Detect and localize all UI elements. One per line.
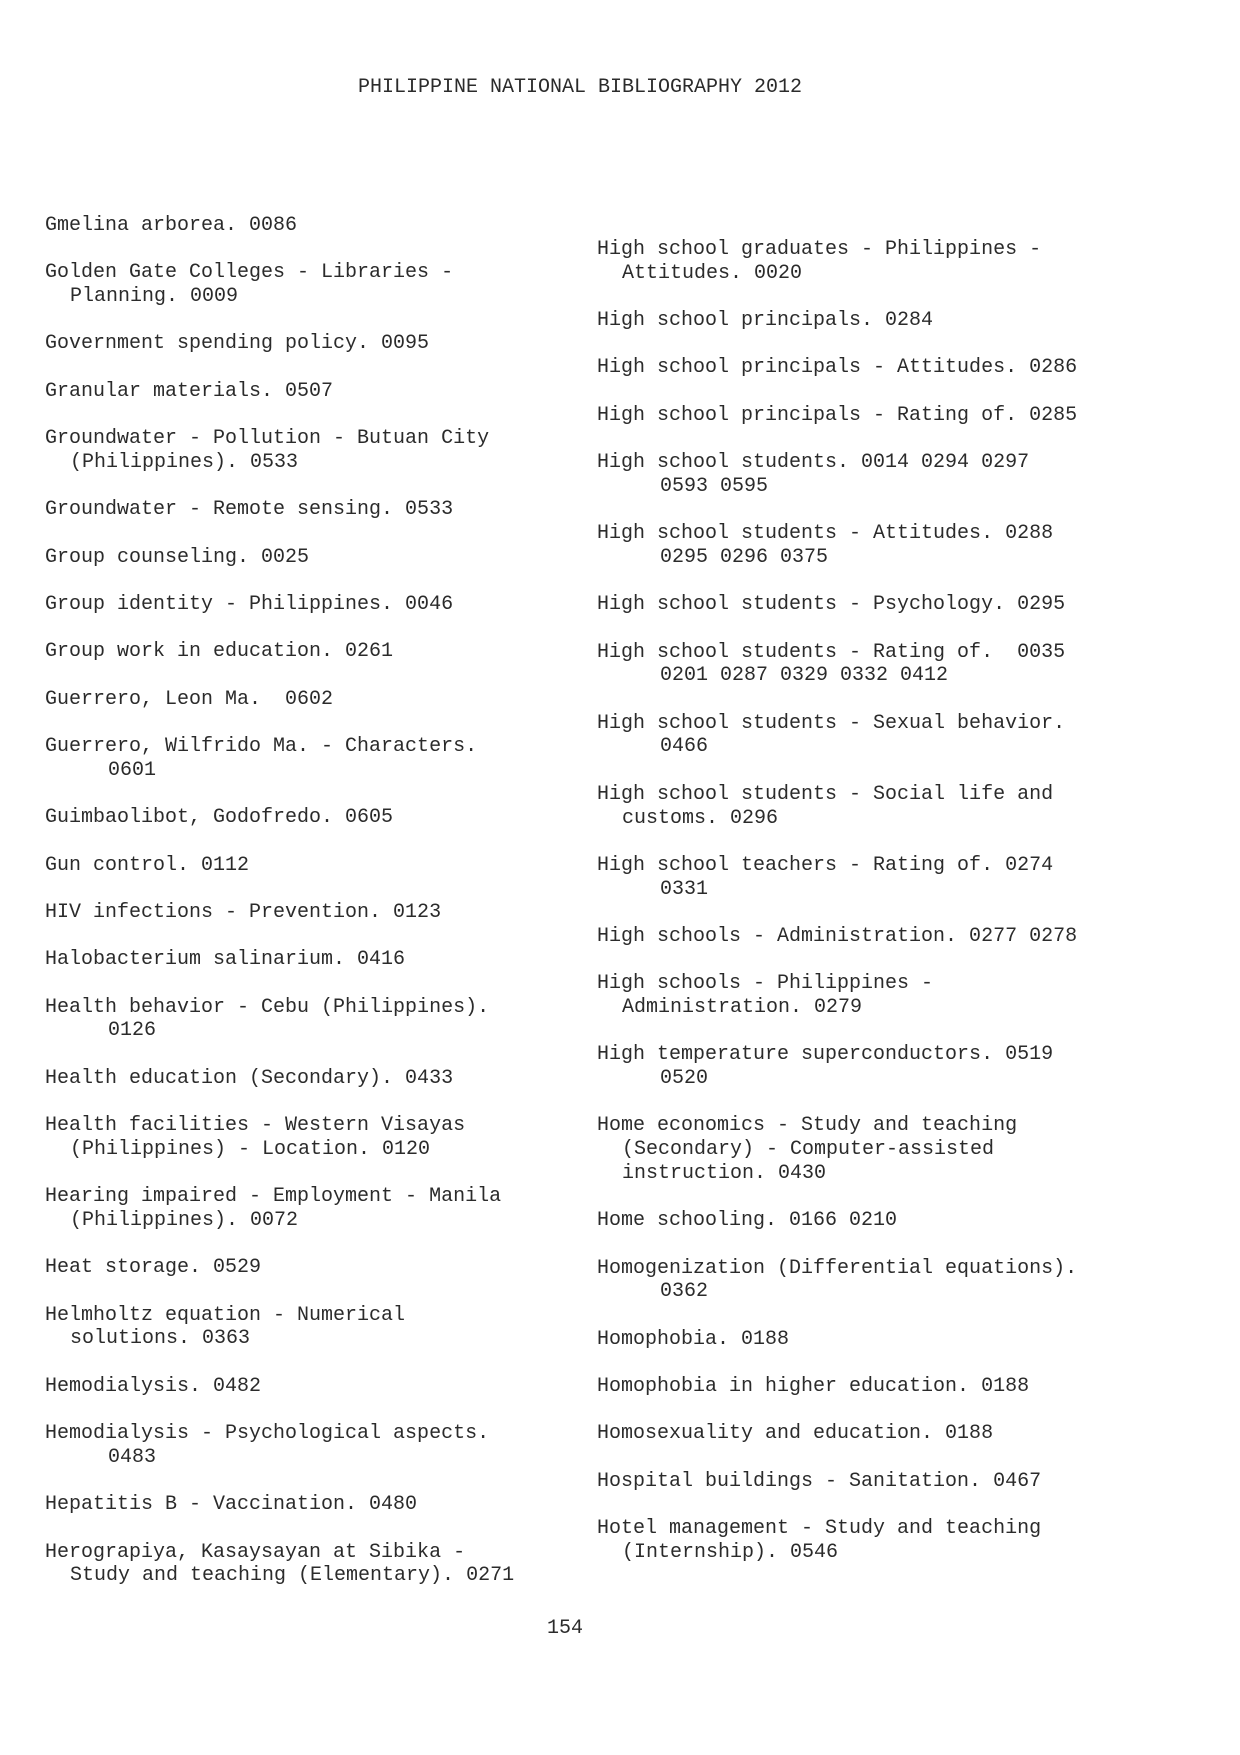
index-entry-continuation: customs. 0296 — [622, 806, 779, 830]
index-entry-continuation: 0126 — [108, 1019, 157, 1043]
index-entry — [597, 854, 1197, 901]
index-entry-heading: Homophobia in higher education. 0188 — [597, 1375, 1030, 1398]
index-entry-heading: Hospital buildings - Sanitation. 0467 — [597, 1469, 1042, 1493]
index-entry — [45, 901, 565, 925]
index-entry-continuation: 0466 — [660, 735, 709, 759]
index-entry-heading: Guimbaolibot, Godofredo. 0605 — [45, 806, 394, 830]
index-entry — [597, 309, 1197, 333]
index-entry-heading: Homophobia. 0188 — [597, 1327, 790, 1351]
index-entry — [597, 1257, 1197, 1304]
index-entry — [597, 356, 1197, 380]
index-entry — [597, 1470, 1197, 1494]
index-entry-heading: Heat storage. 0529 — [45, 1256, 262, 1280]
index-entry — [45, 1493, 565, 1517]
index-entry — [597, 1114, 1197, 1185]
index-entry-heading: Gmelina arborea. 0086 — [45, 214, 298, 237]
index-entry-heading: High school students - Rating of. 0035 — [597, 640, 1066, 664]
index-entry — [597, 925, 1197, 949]
index-entry-continuation: (Secondary) - Computer-assisted — [622, 1138, 995, 1162]
index-entry-heading: High temperature superconductors. 0519 — [597, 1043, 1054, 1067]
index-entry-continuation: 0601 — [108, 758, 157, 782]
index-entry-heading: High school principals. 0284 — [597, 309, 934, 333]
index-entry-heading: Home schooling. 0166 0210 — [597, 1209, 898, 1233]
index-entry — [597, 712, 1197, 759]
index-entry-continuation: (Philippines). 0533 — [70, 450, 299, 474]
index-entry — [45, 498, 565, 522]
index-entry — [597, 1328, 1197, 1352]
index-entry-heading: High schools - Administration. 0277 0278 — [597, 924, 1078, 948]
index-entry-heading: Group identity - Philippines. 0046 — [45, 593, 454, 616]
index-entry-heading: Guerrero, Leon Ma. 0602 — [45, 687, 334, 711]
index-entry-heading: Helmholtz equation - Numerical — [45, 1303, 406, 1327]
page-header-title: PHILIPPINE NATIONAL BIBLIOGRAPHY 2012 — [357, 76, 803, 99]
index-entry-heading: Group work in education. 0261 — [45, 640, 394, 664]
index-entry — [597, 1422, 1197, 1446]
index-entry — [597, 1517, 1197, 1564]
index-entry-heading: Guerrero, Wilfrido Ma. - Characters. — [45, 735, 478, 759]
index-entry — [45, 854, 565, 878]
index-entry-heading: Hemodialysis - Psychological aspects. — [45, 1422, 490, 1446]
index-entry-heading: High school students. 0014 0294 0297 — [597, 451, 1030, 475]
index-entry-heading: High school students - Sexual behavior. — [597, 711, 1066, 735]
index-entry — [45, 1375, 565, 1399]
index-entry — [597, 593, 1197, 617]
index-entry-continuation: instruction. 0430 — [622, 1161, 827, 1185]
index-entry — [597, 451, 1197, 498]
index-entry — [45, 688, 565, 712]
index-entry — [45, 1256, 565, 1280]
index-entry-heading: Homogenization (Differential equations). — [597, 1256, 1078, 1280]
index-entry-heading: Health education (Secondary). 0433 — [45, 1066, 454, 1090]
index-entry-heading: High school graduates - Philippines - — [597, 238, 1042, 261]
index-entry-heading: Hepatitis B - Vaccination. 0480 — [45, 1493, 418, 1517]
index-entry — [45, 593, 565, 617]
index-entry-heading: HIV infections - Prevention. 0123 — [45, 900, 442, 924]
index-entry-heading: High schools - Philippines - — [597, 972, 934, 996]
index-entry-heading: High school students - Psychology. 0295 — [597, 593, 1066, 617]
index-entry-heading: Herograpiya, Kasaysayan at Sibika - — [45, 1540, 466, 1564]
index-entry — [45, 261, 565, 308]
index-entry-heading: Health behavior - Cebu (Philippines). — [45, 995, 490, 1019]
index-entry-heading: Gun control. 0112 — [45, 853, 250, 877]
index-entry-continuation: (Internship). 0546 — [622, 1540, 839, 1564]
index-entry — [45, 996, 565, 1043]
index-entry — [45, 1067, 565, 1091]
index-entry — [597, 1209, 1197, 1233]
index-entry-continuation: 0483 — [108, 1445, 157, 1469]
index-entry — [45, 332, 565, 356]
index-entry — [45, 640, 565, 664]
index-entry — [45, 1185, 565, 1232]
index-entry — [45, 1114, 565, 1161]
index-entry-heading: Group counseling. 0025 — [45, 545, 310, 569]
index-entry-continuation: 0201 0287 0329 0332 0412 — [660, 664, 949, 688]
index-entry-continuation: Planning. 0009 — [70, 285, 239, 309]
index-entry-continuation: Attitudes. 0020 — [622, 261, 803, 285]
index-entry — [45, 427, 565, 474]
index-entry — [45, 546, 565, 570]
index-entry — [45, 1422, 565, 1469]
index-column-right — [597, 238, 1197, 1588]
index-entry-heading: Groundwater - Pollution - Butuan City — [45, 427, 490, 451]
index-entry-heading: High school students - Attitudes. 0288 — [597, 522, 1054, 546]
index-entry — [597, 1375, 1197, 1399]
index-entry — [597, 404, 1197, 428]
index-entry-heading: High school teachers - Rating of. 0274 — [597, 853, 1054, 877]
index-entry-continuation: (Philippines). 0072 — [70, 1208, 299, 1232]
index-entry-heading: Homosexuality and education. 0188 — [597, 1422, 994, 1446]
index-entry-heading: Hearing impaired - Employment - Manila — [45, 1185, 502, 1209]
index-entry-heading: High school students - Social life and — [597, 782, 1054, 806]
index-entry — [45, 948, 565, 972]
index-entry-heading: High school principals - Attitudes. 0286 — [597, 356, 1078, 380]
index-entry-continuation: 0520 — [660, 1067, 709, 1091]
index-entry-continuation: Administration. 0279 — [622, 996, 863, 1019]
index-entry-continuation: 0593 0595 — [660, 474, 769, 498]
index-entry — [45, 806, 565, 830]
index-entry-heading: Hotel management - Study and teaching — [597, 1517, 1042, 1541]
index-entry — [597, 238, 1197, 285]
index-entry-heading: Halobacterium salinarium. 0416 — [45, 948, 406, 972]
index-entry-heading: High school principals - Rating of. 0285 — [597, 403, 1078, 427]
index-entry-heading: Government spending policy. 0095 — [45, 332, 430, 356]
index-entry — [45, 1304, 565, 1351]
index-entry-heading: Granular materials. 0507 — [45, 379, 334, 403]
index-entry-heading: Home economics - Study and teaching — [597, 1114, 1018, 1138]
index-entry — [597, 1043, 1197, 1090]
index-entry-continuation: solutions. 0363 — [70, 1327, 251, 1351]
index-entry-heading: Hemodialysis. 0482 — [45, 1374, 262, 1398]
index-entry-continuation: 0295 0296 0375 — [660, 545, 829, 569]
index-column-left — [45, 214, 565, 1612]
index-entry — [45, 1541, 565, 1588]
index-entry-continuation: 0331 — [660, 877, 709, 901]
index-entry — [45, 380, 565, 404]
index-entry — [597, 522, 1197, 569]
index-entry — [597, 783, 1197, 830]
index-entry-heading: Groundwater - Remote sensing. 0533 — [45, 498, 454, 522]
index-entry-continuation: 0362 — [660, 1280, 709, 1304]
index-entry — [45, 735, 565, 782]
index-entry-heading: Health facilities - Western Visayas — [45, 1114, 466, 1138]
index-entry — [597, 641, 1197, 688]
index-entry-heading: Golden Gate Colleges - Libraries - — [45, 261, 454, 285]
index-entry — [45, 214, 565, 238]
index-entry-continuation: (Philippines) - Location. 0120 — [70, 1137, 431, 1161]
page-number: 154 — [546, 1617, 583, 1640]
index-entry — [597, 972, 1197, 1019]
index-entry-continuation: Study and teaching (Elementary). 0271 — [70, 1564, 515, 1588]
